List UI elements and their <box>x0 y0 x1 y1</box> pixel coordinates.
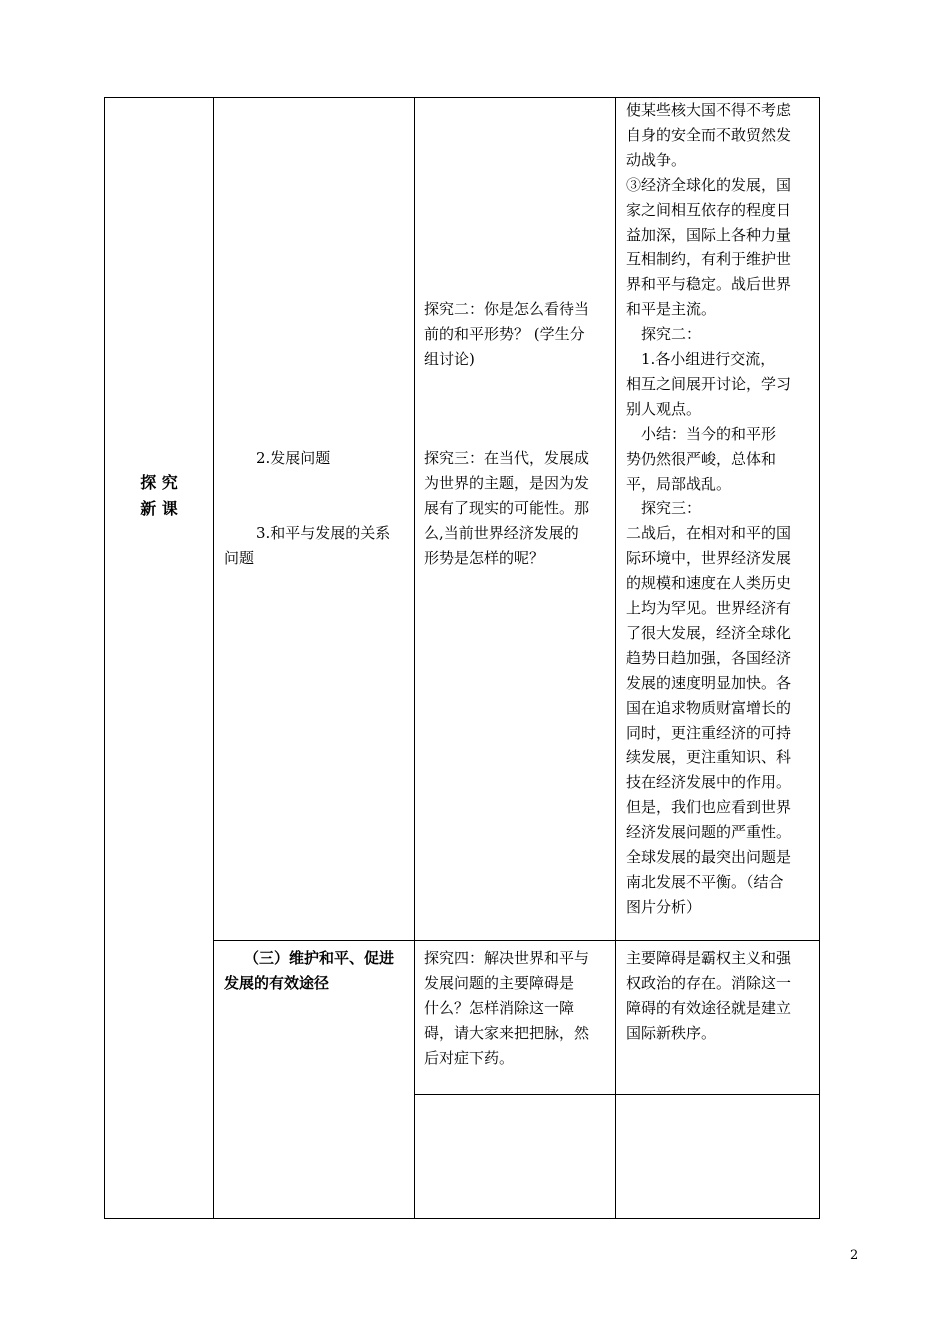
answer-line: 探究二： <box>626 325 702 344</box>
answer-line: 小结：当今的和平形 <box>626 424 777 443</box>
answer-line: 自身的安全而不敢贸然发 <box>626 125 792 144</box>
answer-line: 技在经济发展中的作用。 <box>626 773 792 792</box>
answer-line: 二战后，在相对和平的国 <box>626 524 792 543</box>
answer-line: 1.各小组进行交流， <box>626 350 776 368</box>
development-issue: 2.发展问题 <box>256 449 331 467</box>
page-number: 2 <box>850 1248 859 1263</box>
table-col-divider-1 <box>213 97 214 1219</box>
answer-line: 经济发展问题的严重性。 <box>626 823 792 842</box>
answer-line: 界和平与稳定。战后世界 <box>626 275 792 294</box>
table-row-divider-2 <box>414 1094 820 1095</box>
inquiry4-line: 什么？怎样消除这一障 <box>424 999 575 1017</box>
inquiry3-line: 么,当前世界经济发展的 <box>424 524 579 542</box>
section-heading-line1: （三）维护和平、促进 <box>244 949 395 967</box>
answer-line: 益加深，国际上各种力量 <box>626 225 792 244</box>
answer-line: 使某些核大国不得不考虑 <box>626 101 792 119</box>
table-right-border <box>819 97 820 1219</box>
inquiry4-line: 探究四：解决世界和平与 <box>424 949 590 967</box>
inquiry4-line: 碍，请大家来把把脉，然 <box>424 1024 590 1042</box>
inquiry2-line: 组讨论) <box>424 350 475 368</box>
inquiry3-line: 为世界的主题，是因为发 <box>424 474 590 492</box>
table-col-divider-3 <box>615 97 616 1219</box>
answer-line: 发展的速度明显加快。各 <box>626 673 792 692</box>
answer-line: 上均为罕见。世界经济有 <box>626 599 792 617</box>
section-label <box>105 470 213 522</box>
inquiry4-line: 后对症下药。 <box>424 1049 515 1067</box>
answer-line: 探究三： <box>626 499 702 518</box>
inquiry4-line: 发展问题的主要障碍是 <box>424 974 575 992</box>
table-row-divider-1 <box>213 940 820 941</box>
relation-issue-line2: 问题 <box>224 549 255 567</box>
answer-line: 平，局部战乱。 <box>626 474 732 493</box>
inquiry3-line: 形势是怎样的呢？ <box>424 549 545 567</box>
inquiry2-line: 探究二：你是怎么看待当 <box>424 300 590 318</box>
table-col-divider-2 <box>414 97 415 1219</box>
answer-line: 主要障碍是霸权主义和强 <box>626 949 792 967</box>
answer-line: 同时，更注重经济的可持 <box>626 723 792 742</box>
table-left-border <box>104 97 105 1219</box>
answer-line: 国在追求物质财富增长的 <box>626 698 792 717</box>
answer-line: 全球发展的最突出问题是 <box>626 848 792 866</box>
answer-line: 权政治的存在。消除这一 <box>626 974 792 992</box>
answer-line: 障碍的有效途径就是建立 <box>626 999 792 1017</box>
answer-line: 相互之间展开讨论，学习 <box>626 374 792 393</box>
answer-line: 但是，我们也应看到世界 <box>626 798 792 817</box>
answer-line: 势仍然很严峻，总体和 <box>626 449 777 468</box>
answer-line: 动战争。 <box>626 150 687 169</box>
answer-line: 了很大发展，经济全球化 <box>626 623 792 642</box>
answer-line: 图片分析） <box>626 897 702 916</box>
answer-line: 和平是主流。 <box>626 300 717 319</box>
answer-line: 别人观点。 <box>626 399 702 418</box>
section-label-line1: 探 究 <box>140 473 178 492</box>
inquiry2-line: 前的和平形势？ (学生分 <box>424 325 585 343</box>
answer-line: 的规模和速度在人类历史 <box>626 574 792 593</box>
answer-line: 家之间相互依存的程度日 <box>626 200 792 219</box>
answer-line: 国际新秩序。 <box>626 1024 717 1042</box>
answer-line: 趋势日趋加强，各国经济 <box>626 648 792 667</box>
table-bottom-border <box>104 1218 820 1219</box>
inquiry3-line: 展有了现实的可能性。那 <box>424 499 590 517</box>
inquiry3-line: 探究三：在当代，发展成 <box>424 449 590 467</box>
answer-line: 续发展，更注重知识、科 <box>626 748 792 767</box>
section-heading-line2: 发展的有效途径 <box>224 974 330 992</box>
section-label-line2: 新 课 <box>140 499 178 518</box>
answer-line: 南北发展不平衡。（结合 <box>626 872 784 891</box>
answer-line: 际环境中，世界经济发展 <box>626 549 792 568</box>
answer-line: 互相制约，有利于维护世 <box>626 250 792 269</box>
answer-line: ③经济全球化的发展，国 <box>626 175 792 194</box>
relation-issue-line1: 3.和平与发展的关系 <box>256 524 391 542</box>
